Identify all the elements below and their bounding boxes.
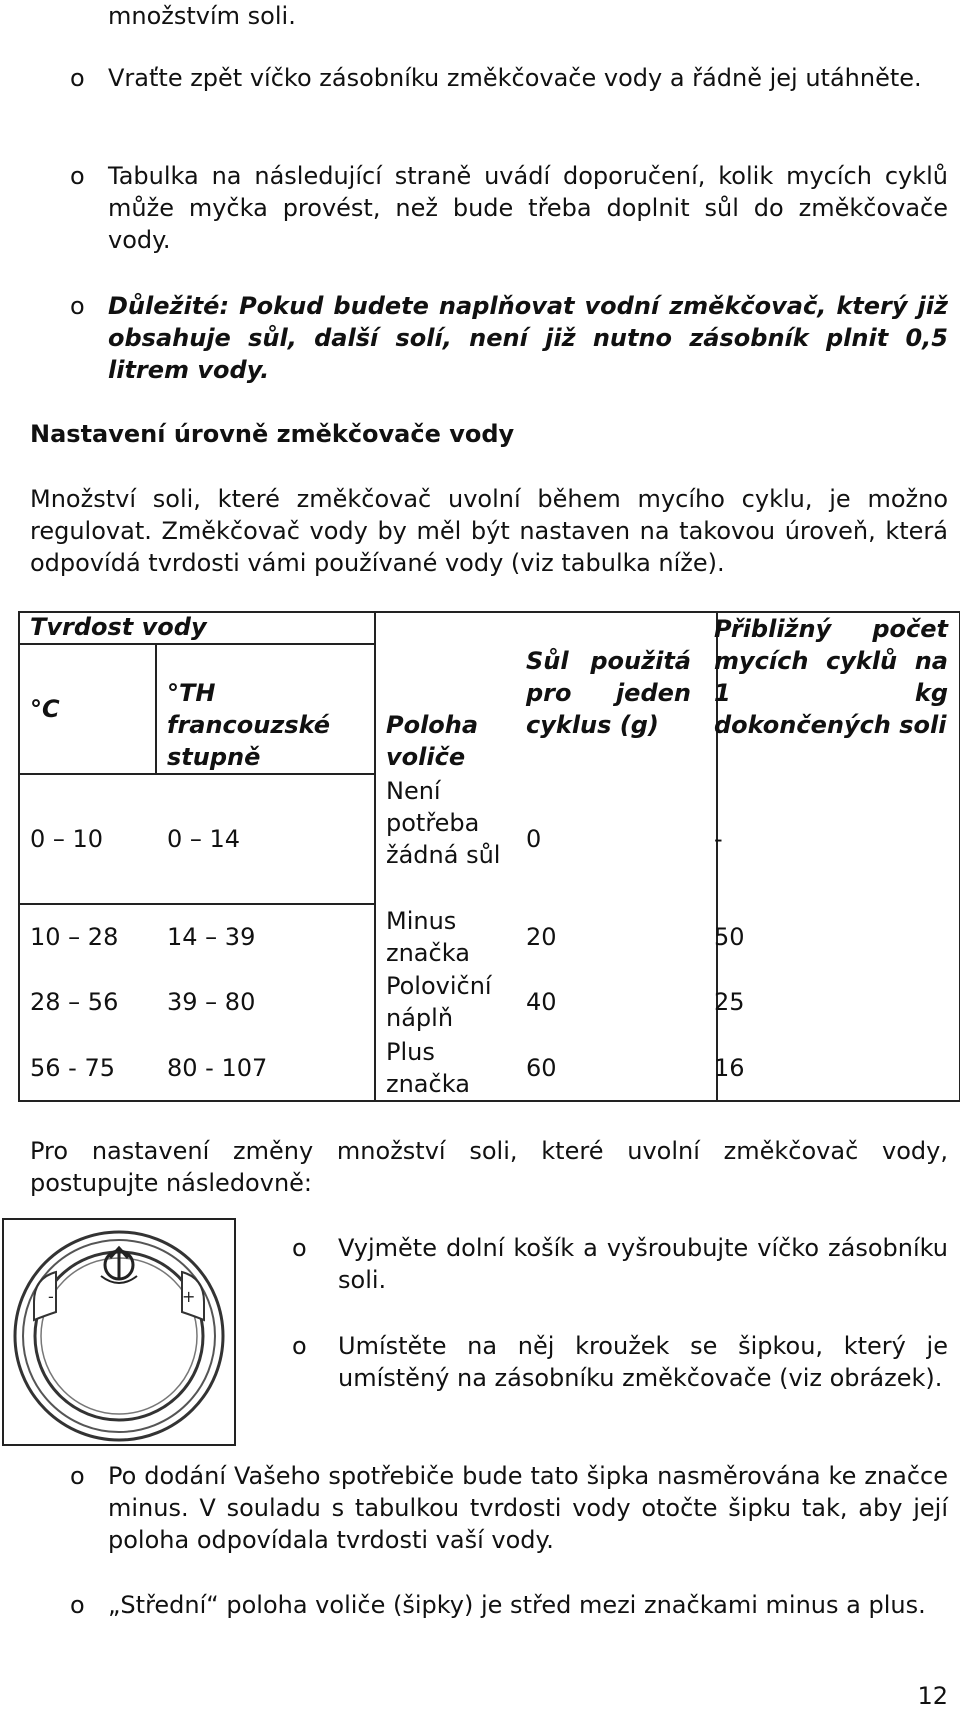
bullet-text: Po dodání Vašeho spotřebiče bude tato šipka nasměrována ke značce minus. V souladu s tabulkou tvrdosti vody otočte šipku tak, aby její poloha odpovídala tvrdosti vaší vody. bbox=[108, 1462, 948, 1554]
table-cell-th: 39 – 80 bbox=[167, 988, 256, 1016]
regulator-dial-icon bbox=[4, 1220, 234, 1444]
salt-regulator-figure bbox=[2, 1218, 236, 1446]
table-cell-th: 0 – 14 bbox=[167, 825, 241, 853]
section-heading: Nastavení úrovně změkčovače vody bbox=[30, 420, 515, 448]
bullet-marker: o bbox=[70, 1591, 85, 1619]
bullet-marker: o bbox=[292, 1234, 307, 1262]
column-header-c: °C bbox=[30, 695, 60, 723]
bullet-text: Vraťte zpět víčko zásobníku změkčovače vody a řádně jej utáhněte. bbox=[108, 64, 922, 92]
continued-text: množstvím soli. bbox=[108, 2, 296, 30]
column-header-cycles: Přibližný počet mycích cyklů na 1 kg dokončených soli bbox=[714, 615, 948, 739]
bullet-marker: o bbox=[70, 292, 85, 320]
bullet-text: „Střední“ poloha voliče (šipky) je střed mezi značkami minus a plus. bbox=[108, 1591, 926, 1619]
bullet-marker: o bbox=[70, 1462, 85, 1490]
table-cell-c: 28 – 56 bbox=[30, 988, 119, 1016]
table-cell-cycles: 25 bbox=[714, 988, 745, 1016]
table-cell-position: Poloviční náplň bbox=[386, 972, 492, 1032]
table-cell-position: Není potřeba žádná sůl bbox=[386, 777, 501, 869]
bullet-text: Tabulka na následující straně uvádí doporučení, kolik mycích cyklů může myčka provést, než bude třeba doplnit sůl do změkčovače vody. bbox=[108, 162, 948, 254]
table-cell-th: 80 - 107 bbox=[167, 1054, 268, 1082]
intro-paragraph: Množství soli, které změkčovač uvolní během mycího cyklu, je možno regulovat. Změkčovač vody by měl být nastaven na takovou úroveň, která odpovídá tvrdosti vámi používané vody (viz tabulka níže). bbox=[30, 485, 948, 577]
table-cell-salt: 60 bbox=[526, 1054, 557, 1082]
table-group-header: Tvrdost vody bbox=[30, 613, 207, 641]
table-cell-th: 14 – 39 bbox=[167, 923, 256, 951]
table-cell-cycles: - bbox=[714, 825, 723, 853]
table-cell-salt: 40 bbox=[526, 988, 557, 1016]
table-cell-c: 0 – 10 bbox=[30, 825, 104, 853]
column-header-salt: Sůl použitá pro jeden cyklus (g) bbox=[526, 647, 691, 739]
table-cell-cycles: 50 bbox=[714, 923, 745, 951]
bullet-marker: o bbox=[70, 64, 85, 92]
page-number: 12 bbox=[917, 1682, 948, 1710]
plus-mark: + bbox=[182, 1287, 196, 1306]
important-note: Důležité: Pokud budete naplňovat vodní změkčovač, který již obsahuje sůl, další solí, není již nutno zásobník plnit 0,5 litrem vody. bbox=[108, 292, 948, 384]
table-cell-salt: 20 bbox=[526, 923, 557, 951]
bullet-marker: o bbox=[292, 1332, 307, 1360]
bullet-text: Vyjměte dolní košík a vyšroubujte víčko zásobníku soli. bbox=[338, 1234, 948, 1294]
instruction-paragraph: Pro nastavení změny množství soli, které uvolní změkčovač vody, postupujte následovně: bbox=[30, 1137, 948, 1197]
table-cell-position: Minus značka bbox=[386, 907, 470, 967]
bullet-text: Umístěte na něj kroužek se šipkou, který je umístěný na zásobníku změkčovače (viz obrázek). bbox=[338, 1332, 948, 1392]
table-cell-cycles: 16 bbox=[714, 1054, 745, 1082]
table-cell-position: Plus značka bbox=[386, 1038, 470, 1098]
table-cell-salt: 0 bbox=[526, 825, 542, 853]
column-header-position: Poloha voliče bbox=[386, 711, 479, 771]
table-cell-c: 56 - 75 bbox=[30, 1054, 115, 1082]
bullet-marker: o bbox=[70, 162, 85, 190]
column-header-th: °TH francouzské stupně bbox=[167, 679, 330, 771]
minus-mark: - bbox=[48, 1287, 54, 1306]
table-cell-c: 10 – 28 bbox=[30, 923, 119, 951]
